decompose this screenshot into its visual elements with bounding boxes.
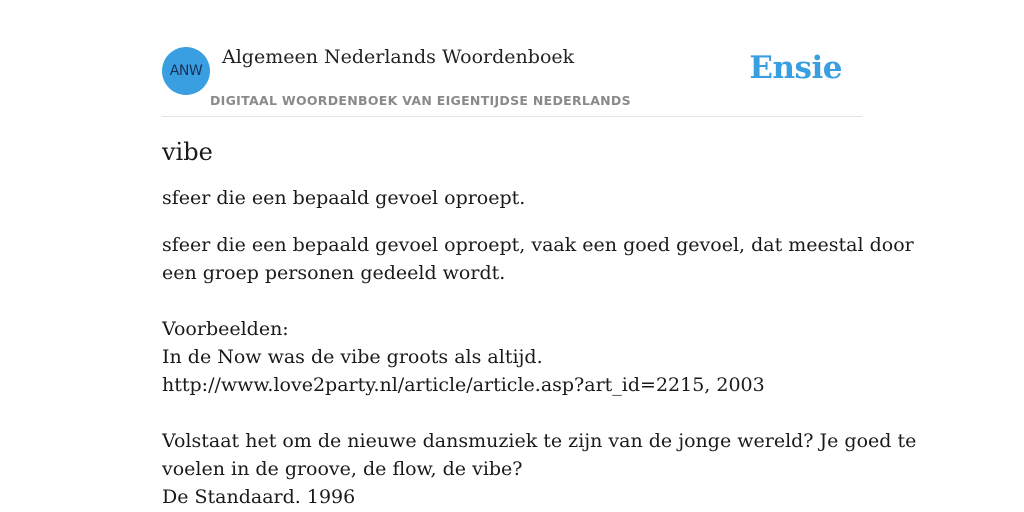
long-definition-line-2: een groep personen gedeeld wordt. <box>162 262 506 284</box>
site-subtitle: DIGITAAL WOORDENBOEK VAN EIGENTIJDSE NEDERLANDS <box>210 93 631 108</box>
examples-heading: Voorbeelden: <box>162 318 289 340</box>
anw-logo[interactable] <box>162 47 210 95</box>
long-definition-line-1: sfeer die een bepaald gevoel oproept, vaak een goed gevoel, dat meestal door <box>162 234 914 256</box>
entry-term: vibe <box>162 138 213 166</box>
spacer <box>162 399 862 427</box>
example-1-line-1: In de Now was de vibe groots als altijd. <box>162 346 543 368</box>
spacer <box>162 287 862 315</box>
ensie-brand-link[interactable]: Ensie <box>749 50 842 86</box>
short-definition: sfeer die een bepaald gevoel oproept. <box>162 187 526 209</box>
example-1-source: http://www.love2party.nl/article/article.asp?art_id=2215, 2003 <box>162 374 765 396</box>
example-2-source: De Standaard. 1996 <box>162 486 356 508</box>
long-definition-block <box>162 231 917 511</box>
site-header <box>162 40 862 117</box>
example-2-line-1: Volstaat het om de nieuwe dansmuziek te zijn van de jonge wereld? Je goed te <box>162 430 917 452</box>
example-2-line-2: voelen in de groove, de flow, de vibe? <box>162 458 523 480</box>
dictionary-entry <box>162 138 917 511</box>
site-title[interactable]: Algemeen Nederlands Woordenboek <box>222 46 575 68</box>
logo-text: ANW <box>169 63 203 79</box>
